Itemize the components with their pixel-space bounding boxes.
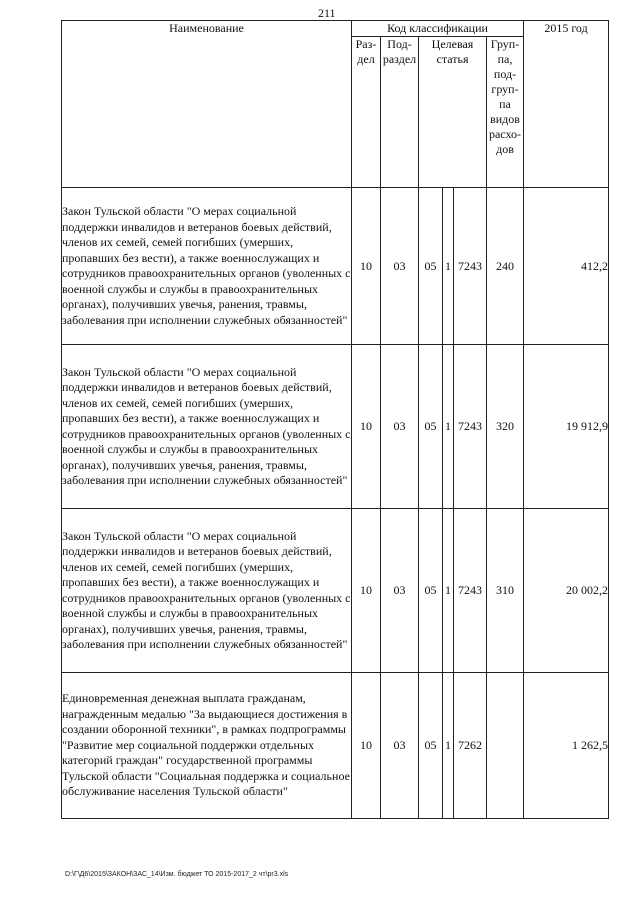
group-header-line: видов <box>490 112 520 126</box>
row-section: 10 <box>352 509 381 673</box>
group-header-line: груп- <box>491 82 519 96</box>
row-subsection: 03 <box>381 188 419 345</box>
table-row <box>62 188 609 345</box>
table-row <box>62 345 609 509</box>
row-target-article-code: 7262 <box>454 673 487 819</box>
budget-table <box>61 20 609 819</box>
row-name: Закон Тульской области "О мерах социальной поддержки инвалидов и ветеранов боевых действий, членов их семей, семей погибших (умерших, пропавших без вести), а также военнослужащих и сотрудников правоохранительных органов (уволенных с военной службы и службы в правоохранительных органах), получивших увечья, ранения, травмы, заболевания при исполнении служебных обязанностей" <box>62 509 352 673</box>
row-target-article-program: 05 <box>419 673 443 819</box>
column-header-group <box>487 37 524 188</box>
row-amount: 1 262,5 <box>524 673 609 819</box>
row-group: 320 <box>487 345 524 509</box>
row-subsection: 03 <box>381 673 419 819</box>
row-target-article-subprogram: 1 <box>443 345 454 509</box>
row-name: Единовременная денежная выплата гражданам, награжденным медалью "За выдающиеся достижения в создании оборонной техники", в рамках подпрограммы "Развитие мер социальной поддержки отдельных категорий граждан" государственной программы Тульской области "Социальная поддержка и социальное обслуживание населения Тульской области" <box>62 673 352 819</box>
row-subsection: 03 <box>381 345 419 509</box>
subsection-header-line: раздел <box>382 52 417 66</box>
table-row <box>62 509 609 673</box>
row-amount: 19 912,9 <box>524 345 609 509</box>
row-section: 10 <box>352 673 381 819</box>
row-target-article-subprogram: 1 <box>443 673 454 819</box>
row-group <box>487 673 524 819</box>
column-header-target-article <box>419 37 487 188</box>
row-target-article-code: 7243 <box>454 188 487 345</box>
group-header-line: расхо- <box>488 127 522 141</box>
row-target-article-code: 7243 <box>454 509 487 673</box>
row-target-article-program: 05 <box>419 509 443 673</box>
group-header-line: Груп- <box>490 37 520 51</box>
table-row <box>62 673 609 819</box>
row-name: Закон Тульской области "О мерах социальной поддержки инвалидов и ветеранов боевых действий, членов их семей, семей погибших (умерших, пропавших без вести), а также военнослужащих и сотрудников правоохранительных органов (уволенных с военной службы и службы в правоохранительных органах), получивших увечья, ранения, травмы, заболевания при исполнении служебных обязанностей" <box>62 188 352 345</box>
row-section: 10 <box>352 345 381 509</box>
page-number: 211 <box>318 6 336 20</box>
row-name: Закон Тульской области "О мерах социальной поддержки инвалидов и ветеранов боевых действий, членов их семей, семей погибших (умерших, пропавших без вести), а также военнослужащих и сотрудников правоохранительных органов (уволенных с военной службы и службы в правоохранительных органах), получивших увечья, ранения, травмы, заболевания при исполнении служебных обязанностей" <box>62 345 352 509</box>
row-group: 310 <box>487 509 524 673</box>
row-amount: 20 002,2 <box>524 509 609 673</box>
column-header-classification-code: Код классификации <box>352 21 524 37</box>
group-header-line: под- <box>493 67 517 81</box>
row-subsection: 03 <box>381 509 419 673</box>
row-target-article-subprogram: 1 <box>443 509 454 673</box>
target-article-header-line: Целевая <box>431 37 474 51</box>
row-section: 10 <box>352 188 381 345</box>
row-group: 240 <box>487 188 524 345</box>
file-path-footer: D:\Г\Д6\2015\ЗАКОН\ЗАС_14\Изм. бюджет ТО 2015-2017_2 чт\pr3.xls <box>65 871 289 878</box>
column-header-subsection <box>381 37 419 188</box>
target-article-header-line: статья <box>436 52 469 66</box>
group-header-line: дов <box>496 142 514 156</box>
row-target-article-code: 7243 <box>454 345 487 509</box>
group-header-line: па, <box>497 52 513 66</box>
row-target-article-program: 05 <box>419 345 443 509</box>
group-header-line: па <box>499 97 511 111</box>
column-header-name: Наименование <box>62 21 352 188</box>
column-header-year: 2015 год <box>524 21 609 188</box>
row-target-article-subprogram: 1 <box>443 188 454 345</box>
subsection-header-line: Под- <box>387 37 412 51</box>
row-amount: 412,2 <box>524 188 609 345</box>
section-header-line: Раз- <box>355 37 377 51</box>
section-header-line: дел <box>357 52 375 66</box>
row-target-article-program: 05 <box>419 188 443 345</box>
column-header-section <box>352 37 381 188</box>
